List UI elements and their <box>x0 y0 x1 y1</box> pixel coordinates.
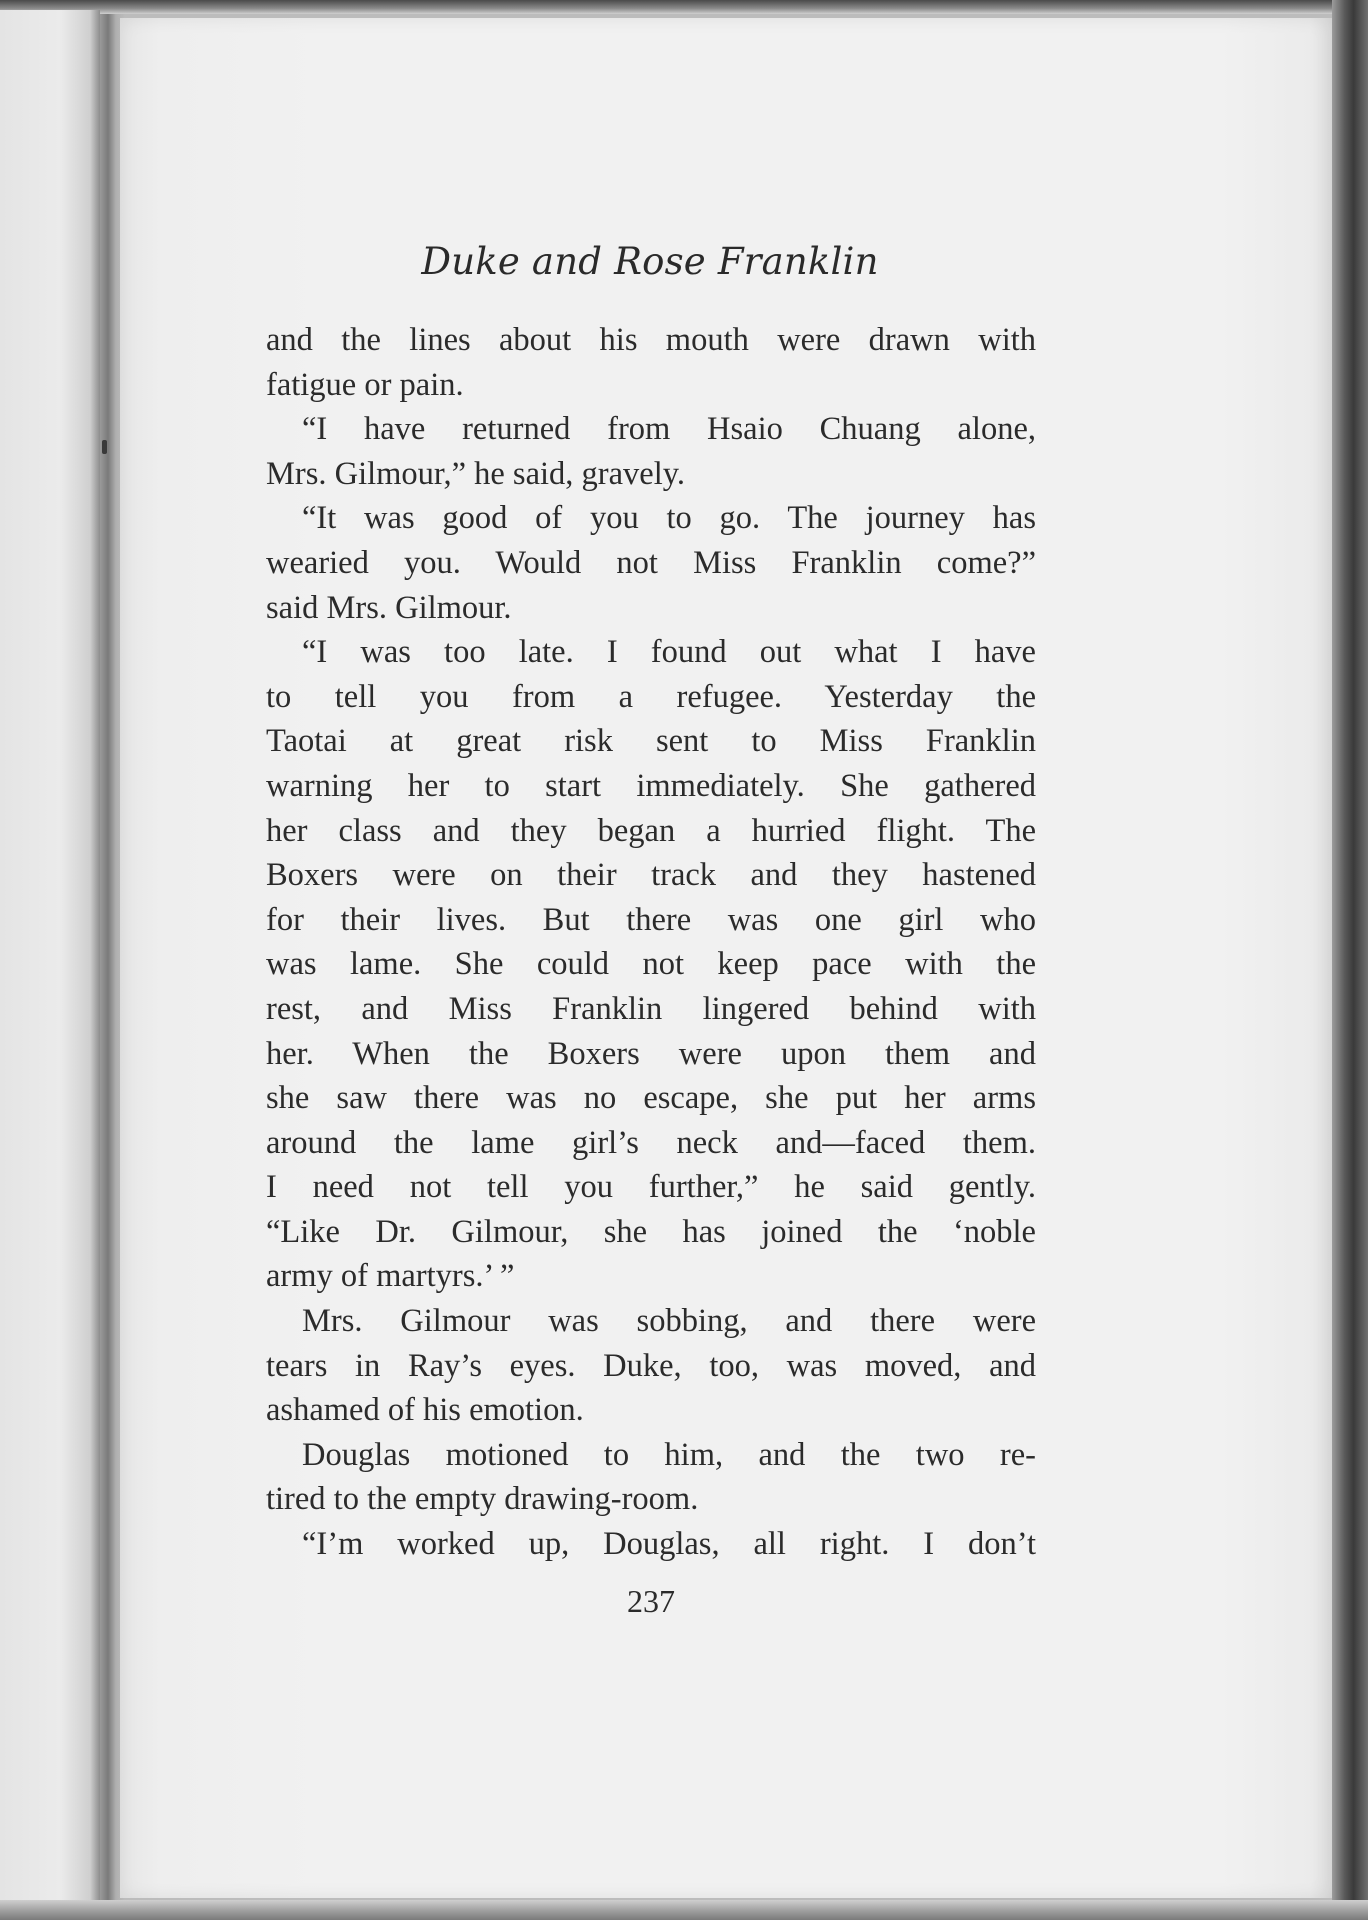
text-line: “I’m worked up, Douglas, all right. I don’t <box>302 1526 1036 1563</box>
spine-mark <box>102 440 107 454</box>
text-line: “I have returned from Hsaio Chuang alone, <box>302 411 1036 448</box>
text-line: and the lines about his mouth were drawn with <box>266 322 1036 358</box>
facing-page-edge <box>0 10 100 1915</box>
text-line: Douglas motioned to him, and the two re- <box>302 1436 1036 1473</box>
text-line: Mrs. Gilmour,” he said, gravely. <box>266 455 685 492</box>
text-line: she saw there was no escape, she put her arms <box>266 1080 1036 1117</box>
scan-bottom-edge <box>0 1900 1368 1920</box>
page-body-text <box>266 318 1036 1567</box>
book-cover-edge <box>1332 0 1368 1920</box>
text-line: “It was good of you to go. The journey has <box>302 500 1036 537</box>
scan-top-edge <box>0 0 1368 14</box>
text-line: fatigue or pain. <box>266 366 464 403</box>
text-line: “I was too late. I found out what I have <box>302 634 1036 671</box>
text-line: her. When the Boxers were upon them and <box>266 1035 1036 1072</box>
text-line: ashamed of his emotion. <box>266 1392 584 1429</box>
text-line: wearied you. Would not Miss Franklin come?” <box>266 544 1036 581</box>
text-line: to tell you from a refugee. Yesterday the <box>266 678 1036 715</box>
text-line: rest, and Miss Franklin lingered behind with <box>266 990 1036 1027</box>
text-line: her class and they began a hurried flight. The <box>266 812 1036 849</box>
text-line: tears in Ray’s eyes. Duke, too, was moved, and <box>266 1347 1036 1384</box>
text-line: “Like Dr. Gilmour, she has joined the ‘noble <box>266 1213 1036 1250</box>
text-line: warning her to start immediately. She gathered <box>266 767 1036 804</box>
text-line: army of martyrs.’ ” <box>266 1258 515 1295</box>
text-line: was lame. She could not keep pace with the <box>266 946 1036 983</box>
text-line: Boxers were on their track and they hastened <box>266 857 1036 894</box>
page-number: 237 <box>627 1583 675 1619</box>
text-line: I need not tell you further,” he said gently. <box>266 1169 1036 1206</box>
text-line: for their lives. But there was one girl who <box>266 901 1036 938</box>
book-page <box>120 18 1332 1898</box>
text-line: around the lame girl’s neck and—faced them. <box>266 1124 1036 1161</box>
running-head: Duke and Rose Franklin <box>421 240 879 283</box>
text-line: Taotai at great risk sent to Miss Franklin <box>266 723 1036 760</box>
text-line: tired to the empty drawing-room. <box>266 1481 699 1518</box>
text-line: said Mrs. Gilmour. <box>266 589 512 626</box>
text-line: Mrs. Gilmour was sobbing, and there were <box>302 1303 1036 1340</box>
